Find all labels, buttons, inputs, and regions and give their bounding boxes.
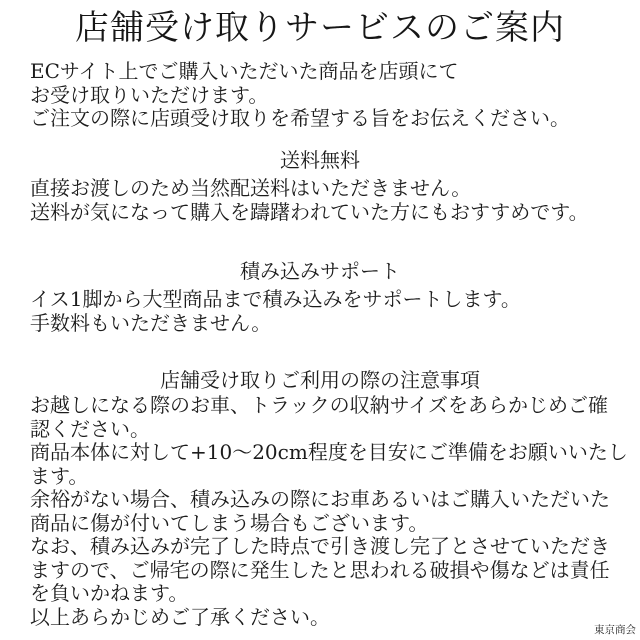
cautions-line: 商品に傷が付いてしまう場合もございます。 — [30, 510, 429, 535]
company-name: 東京商会 — [594, 624, 636, 636]
cautions-line: 商品本体に対して+10～20cm程度を目安にご準備をお願いいたし — [30, 440, 628, 464]
section-heading-cautions: 店舗受け取りご利用の際の注意事項 — [160, 368, 480, 392]
cautions-paragraph — [30, 393, 628, 629]
loading-support-line: イス1脚から大型商品まで積み込みをサポートします。 — [30, 287, 521, 311]
intro-line: ECサイト上でご購入いただいた商品を店頭にて — [30, 59, 459, 83]
page-title: 店舗受け取りサービスのご案内 — [75, 8, 565, 48]
intro-line: お受け取りいただけます。 — [30, 82, 269, 107]
cautions-line: 余裕がない場合、積み込みの際にお車あるいはご購入いただいた — [30, 487, 610, 511]
section-heading-free-shipping: 送料無料 — [280, 148, 360, 172]
cautions-line: 以上あらかじめご了承ください。 — [30, 604, 330, 629]
cautions-line: を負いかねます。 — [30, 581, 189, 605]
cautions-line: 認ください。 — [30, 416, 150, 441]
free-shipping-line: 送料が気になって購入を躊躇われていた方にもおすすめです。 — [30, 199, 589, 224]
section-heading-loading-support: 積み込みサポート — [240, 259, 400, 283]
free-shipping-paragraph — [30, 177, 615, 224]
cautions-line: なお、積み込みが完了した時点で引き渡し完了とさせていただき — [30, 534, 610, 558]
loading-support-paragraph — [30, 288, 615, 335]
intro-line: ご注文の際に店頭受け取りを希望する旨をお伝えください。 — [30, 106, 570, 130]
loading-support-line: 手数料もいただきません。 — [30, 310, 272, 335]
free-shipping-line: 直接お渡しのため当然配送料はいただきません。 — [30, 176, 472, 200]
intro-paragraph — [30, 60, 615, 131]
cautions-line: ますので、ご帰宅の際に発生したと思われる破損や傷などは責任 — [30, 557, 610, 582]
cautions-line: ます。 — [30, 463, 89, 488]
cautions-line: お越しになる際のお車、トラックの収納サイズをあらかじめご確 — [30, 393, 608, 417]
